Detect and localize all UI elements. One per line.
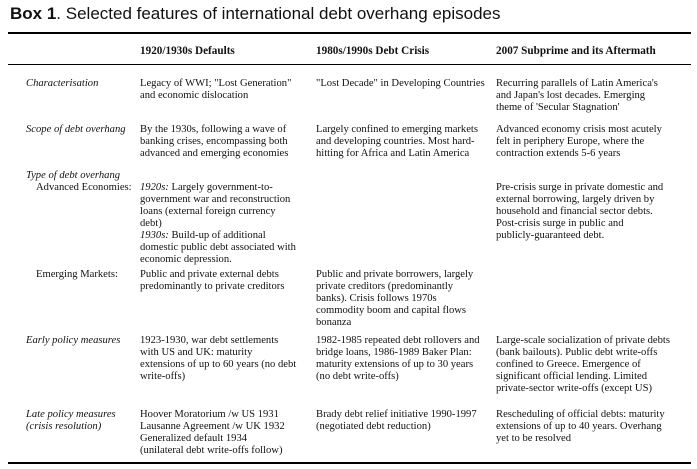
tag-1920s: 1920s: xyxy=(140,182,169,193)
scope-1920s: By the 1930s, following a wave of banking crises, encompassing both advanced and emerging economies xyxy=(140,124,289,159)
box-title-text: . Selected features of international debt overhang episodes xyxy=(56,4,501,23)
label-characterisation: Characterisation xyxy=(26,78,99,89)
bottom-rule xyxy=(8,462,691,464)
text-1930s: Build-up of additional domestic public debt associated with economic depression. xyxy=(140,230,296,265)
characterisation-1980s: "Lost Decade" in Developing Countries xyxy=(316,78,485,89)
early-1920s: 1923-1930, war debt settlements with US and UK: maturity extensions of up to 60 years (no debt write-offs) xyxy=(140,335,297,382)
label-type-of-debt-overhang: Type of debt overhang xyxy=(26,170,121,181)
scope-2007: Advanced economy crisis most acutely felt in periphery Europe, where the contraction extends 5-6 years xyxy=(496,124,662,159)
scope-1980s: Largely confined to emerging markets and developing countries. Most hard- hitting for Africa and Latin America xyxy=(316,124,478,159)
tag-1930s: 1930s: xyxy=(140,230,169,241)
emerging-1980s: Public and private borrowers, largely private creditors (predominantly banks). Crisis follows 1970s commodity boom and capital flows bonanza xyxy=(316,269,474,328)
header-1980s: 1980s/1990s Debt Crisis xyxy=(316,45,430,57)
label-late-policy-measures: Late policy measures (crisis resolution) xyxy=(26,409,116,432)
header-rule xyxy=(8,64,691,65)
text-1920s: Largely government-to- government war and reconstruction loans (external foreign currency debt) xyxy=(140,182,291,229)
label-scope: Scope of debt overhang xyxy=(26,124,126,135)
label-early-policy-measures: Early policy measures xyxy=(26,335,121,346)
label-advanced-economies: Advanced Economies: xyxy=(36,182,132,193)
type-advanced-1930s xyxy=(140,230,305,266)
top-rule xyxy=(8,32,691,34)
late-1980s: Brady debt relief initiative 1990-1997 (negotiated debt reduction) xyxy=(316,409,477,432)
characterisation-2007: Recurring parallels of Latin America's and Japan's lost decades. Emerging theme of 'Secular Stagnation' xyxy=(496,78,658,113)
characterisation-1920s: Legacy of WWI; "Lost Generation" and economic dislocation xyxy=(140,78,292,101)
type-advanced-2007: Pre-crisis surge in private domestic and external borrowing, largely driven by household and financial sector debts. Post-crisis surge in public and publicly-guaranteed debt. xyxy=(496,182,664,241)
early-1980s: 1982-1985 repeated debt rollovers and bridge loans, 1986-1989 Baker Plan: maturity extensions of up to 30 years (no debt write-offs) xyxy=(316,335,480,382)
type-advanced-1920s xyxy=(140,182,305,230)
emerging-1920s: Public and private external debts predominantly to private creditors xyxy=(140,269,285,292)
header-1920s: 1920/1930s Defaults xyxy=(140,45,235,57)
late-2007: Rescheduling of official debts: maturity extensions of up to 40 years. Overhang yet to be resolved xyxy=(496,409,665,444)
header-2007: 2007 Subprime and its Aftermath xyxy=(496,45,656,57)
early-2007: Large-scale socialization of private debts (bank bailouts). Public debt write-offs confined to Greece. Emergence of significant official lending. Limited private-sector write-offs (except US) xyxy=(496,335,670,394)
late-1920s: Hoover Moratorium /w US 1931 Lausanne Agreement /w UK 1932 Generalized default 1934 (unilateral debt write-offs follow) xyxy=(140,409,285,456)
box-title xyxy=(10,4,501,24)
box-label: Box 1 xyxy=(10,4,57,23)
label-emerging-markets: Emerging Markets: xyxy=(36,269,118,280)
